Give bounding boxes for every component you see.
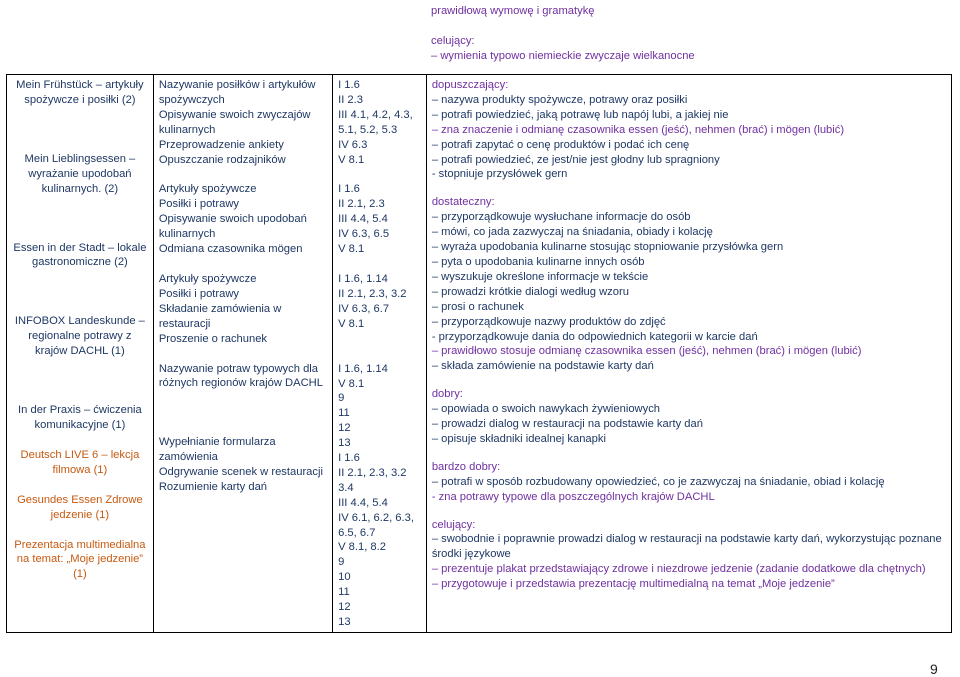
ref-line: IV 6.3 — [338, 138, 368, 151]
level-item: – mówi, co jada zazwyczaj na śniadania, obiady i kolację — [431, 226, 713, 239]
level-heading-celujacy-top: celujący: — [431, 34, 475, 47]
content-line: Posiłki i potrawy — [158, 198, 240, 211]
ref-line: 9 — [338, 556, 345, 569]
ref-line: V 8.1 — [338, 153, 365, 166]
ref-group — [338, 362, 421, 630]
content-line: Nazywanie posiłków i artykułów spożywczych — [158, 79, 316, 106]
ref-line: II 2.1, 2.3, 3.2 — [338, 466, 407, 479]
content-group — [159, 272, 327, 347]
ref-line: 11 — [338, 407, 350, 420]
topic-item: INFOBOX Landeskunde – regionalne potrawy z krajów DACHL (1) — [14, 315, 145, 358]
level-item: – prowadzi dialog w restauracji na podstawie karty dań — [431, 418, 703, 431]
ref-line: II 2.1, 2.3, 3.2 — [338, 287, 407, 300]
level-item: – przygotowuje i przedstawia prezentację multimedialną na temat „Moje jedzenie” — [431, 578, 835, 591]
topic-item: Deutsch LIVE 6 – lekcja filmowa (1) — [20, 448, 140, 476]
grade-level — [432, 518, 946, 593]
ref-line: 11 — [338, 586, 350, 599]
ref-line: 12 — [338, 601, 351, 614]
content-line: Składanie zamówienia w restauracji — [158, 302, 282, 330]
content-group — [159, 362, 327, 392]
topic-item: Mein Lieblingsessen – wyrażanie upodobań kulinarnych. (2) — [24, 152, 136, 195]
level-item: – potrafi powiedzieć, jaką potrawę lub napój lubi, a jakiej nie — [431, 108, 729, 121]
content-line: Artykuły spożywcze — [158, 272, 257, 285]
ref-line: I 1.6 — [338, 79, 360, 91]
level-item: – prosi o rachunek — [431, 300, 524, 313]
topics-cell — [7, 75, 154, 633]
content-line: Opisywanie swoich upodobań kulinarnych — [158, 213, 307, 241]
level-item: – opowiada o swoich nawykach żywieniowych — [431, 403, 661, 416]
level-item: - zna potrawy typowe dla poszczególnych krajów DACHL — [431, 490, 715, 503]
ref-group — [338, 272, 421, 332]
ref-line: V 8.1, 8.2 — [338, 541, 386, 554]
level-item: – prowadzi krótkie dialogi według wzoru — [431, 285, 629, 298]
requirements-cell — [426, 75, 951, 633]
ref-line: 13 — [338, 437, 351, 450]
grade-level — [432, 195, 946, 374]
content-line: Rozumienie karty dań — [158, 481, 268, 494]
content-line: Nazywanie potraw typowych dla różnych regionów krajów DACHL — [158, 362, 323, 390]
level-item: – potrafi powiedzieć, ze jest/nie jest głodny lub spragniony — [431, 153, 720, 166]
level-item: – nazywa produkty spożywcze, potrawy oraz posiłki — [431, 93, 688, 106]
level-heading: celujący: — [431, 518, 476, 531]
ref-line: I 1.6 — [338, 183, 360, 196]
ref-line: 10 — [338, 571, 351, 584]
ref-line: I 1.6 — [338, 452, 360, 465]
level-item: – potrafi w sposób rozbudowany opowiedzieć, co je zazwyczaj na śniadanie, obiad i kolację — [431, 475, 885, 488]
level-item: – potrafi zapytać o cenę produktów i podać ich cenę — [431, 138, 690, 151]
content-line: Opisywanie swoich zwyczajów kulinarnych — [158, 108, 311, 136]
level-heading: bardzo dobry: — [431, 460, 501, 473]
content-group — [159, 182, 327, 257]
level-item: – przyporządkowuje nazwy produktów do zdjęć — [431, 315, 666, 328]
ref-line: 9 — [338, 392, 345, 405]
grade-level — [432, 78, 946, 182]
level-item: – wymienia typowo niemieckie zwyczaje wielkanocne — [431, 49, 695, 62]
continued-grade-block — [431, 4, 951, 64]
level-item: – pyta o upodobania kulinarne innych osób — [431, 255, 645, 268]
level-item: – zna znaczenie i odmianę czasownika essen (jeść), nehmen (brać) i mögen (lubić) — [431, 123, 845, 136]
content-line: Odmiana czasownika mögen — [158, 243, 303, 256]
ref-line: V 8.1 — [338, 377, 365, 390]
content-line: Proszenie o rachunek — [158, 332, 268, 345]
level-item: – prezentuje plakat przedstawiający zdrowe i niezdrowe jedzenie (zadanie dodatkowe dla chętnych) — [431, 563, 926, 576]
ref-line: V 8.1 — [338, 243, 365, 256]
content-line: Odgrywanie scenek w restauracji — [158, 466, 323, 479]
content-line: Artykuły spożywcze — [158, 183, 257, 196]
ref-line: 3.4 — [338, 481, 354, 494]
ref-line: II 2.1, 2.3 — [338, 198, 385, 211]
ref-line: I 1.6, 1.14 — [338, 272, 388, 285]
curriculum-refs-cell — [333, 75, 427, 633]
curriculum-table — [6, 74, 952, 633]
ref-line: III 4.1, 4.2, 4.3, 5.1, 5.2, 5.3 — [338, 108, 413, 136]
topic-item: Gesundes Essen Zdrowe jedzenie (1) — [17, 493, 143, 521]
level-item: – opisuje składniki idealnej kanapki — [431, 432, 606, 445]
ref-group — [338, 182, 421, 257]
content-group — [159, 78, 327, 167]
level-item: – prawidłowo stosuje odmianę czasownika essen (jeść), nehmen (brać) i mögen (lubić) — [431, 345, 862, 358]
topic-item: In der Praxis – ćwiczenia komunikacyjne (1) — [18, 404, 142, 431]
content-cell — [153, 75, 332, 633]
page-number: 9 — [930, 661, 938, 677]
table-row — [7, 75, 952, 633]
level-heading: dobry: — [431, 388, 463, 401]
level-item: - przyporządkowuje dania do odpowiednich kategorii w karcie dań — [431, 330, 758, 343]
level-item: – wyszukuje określone informacje w tekście — [431, 270, 649, 283]
topic-item: Essen in der Stadt – lokale gastronomiczne (2) — [13, 241, 147, 269]
content-line: Przeprowadzenie ankiety — [158, 138, 284, 151]
ref-line: 12 — [338, 422, 351, 435]
level-item: – wyraża upodobania kulinarne stosując stopniowanie przysłówka gern — [431, 241, 784, 254]
level-item: - stopniuje przysłówek gern — [431, 168, 568, 181]
ref-line: IV 6.3, 6.5 — [338, 228, 390, 241]
ref-group — [338, 78, 421, 167]
content-line: Opuszczanie rodzajników — [158, 153, 286, 166]
topic-item: Prezentacja multimedialna na temat: „Moje jedzenie” (1) — [14, 538, 146, 581]
grade-level — [432, 460, 946, 505]
ref-line: IV 6.1, 6.2, 6.3, 6.5, 6.7 — [338, 511, 414, 539]
ref-line: III 4.4, 5.4 — [338, 213, 388, 226]
level-item: – składa zamówienie na podstawie karty dań — [431, 360, 654, 373]
level-item: – przyporządkowuje wysłuchane informacje do osób — [431, 211, 691, 224]
level-heading: dostateczny: — [431, 196, 495, 209]
ref-line: IV 6.3, 6.7 — [338, 302, 390, 315]
level-item: – swobodnie i poprawnie prowadzi dialog w restauracji na podstawie karty dań, wykorzystując poznane środki językowe — [431, 533, 942, 561]
grade-level — [432, 387, 946, 447]
level-heading: dopuszczający: — [431, 79, 509, 91]
continued-line: prawidłową wymowę i gramatykę — [431, 5, 595, 17]
content-line: Posiłki i potrawy — [158, 287, 240, 300]
content-line: Wypełnianie formularza zamówienia — [158, 436, 276, 464]
ref-line: 13 — [338, 616, 351, 628]
topic-item: Mein Frühstück – artykuły spożywcze i posiłki (2) — [16, 79, 144, 106]
ref-line: II 2.3 — [338, 93, 363, 106]
ref-line: V 8.1 — [338, 317, 365, 330]
content-group — [159, 435, 327, 495]
ref-line: III 4.4, 5.4 — [338, 496, 388, 509]
ref-line: I 1.6, 1.14 — [338, 362, 388, 375]
